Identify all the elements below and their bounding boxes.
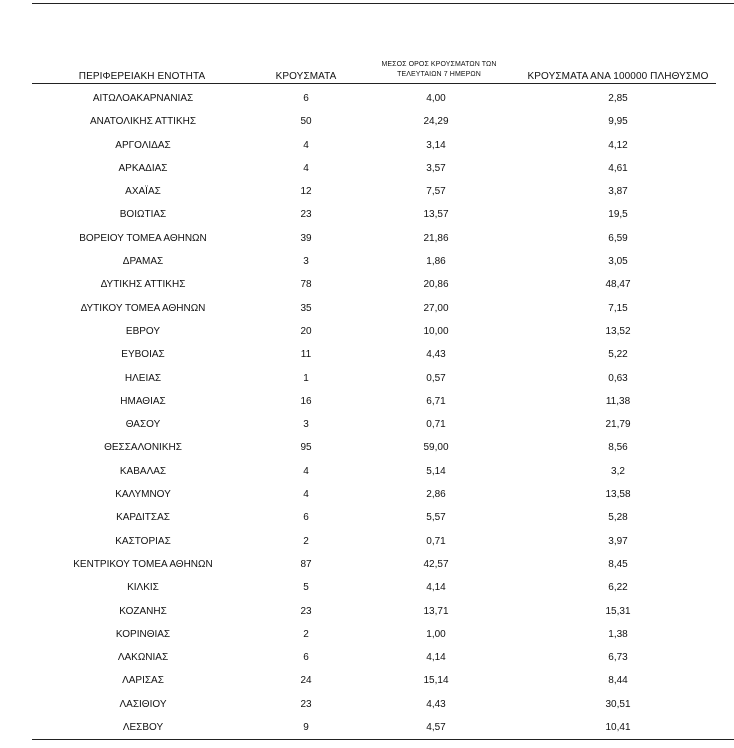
table-row xyxy=(0,326,734,349)
table-row xyxy=(0,559,734,582)
table-row xyxy=(0,279,734,302)
cell-region: ΑΙΤΩΛΟΑΚΑΡΝΑΝΙΑΣ xyxy=(92,93,194,104)
table-row xyxy=(0,512,734,535)
cell-per-100k: 15,31 xyxy=(605,605,631,617)
table-row xyxy=(0,373,734,396)
top-rule xyxy=(32,3,734,4)
cell-region: ΚΑΛΥΜΝΟΥ xyxy=(115,489,171,501)
cell-average: 13,71 xyxy=(423,605,449,617)
cell-cases: 23 xyxy=(300,605,312,617)
cell-average: 0,71 xyxy=(426,535,446,547)
cell-cases: 95 xyxy=(300,442,312,454)
cell-cases: 23 xyxy=(300,209,312,221)
cell-per-100k: 13,52 xyxy=(605,325,631,337)
table-row xyxy=(0,349,734,372)
cell-cases: 4 xyxy=(303,465,309,477)
table-row xyxy=(0,233,734,256)
cell-region: ΚΟΖΑΝΗΣ xyxy=(119,605,167,617)
cell-average: 5,57 xyxy=(426,512,446,524)
table-row xyxy=(0,606,734,629)
cell-cases: 87 xyxy=(300,558,312,570)
cell-per-100k: 21,79 xyxy=(605,419,631,431)
cell-per-100k: 5,22 xyxy=(608,349,628,361)
cell-per-100k: 3,87 xyxy=(608,186,628,198)
table-body xyxy=(0,93,734,745)
cell-average: 7,57 xyxy=(426,186,446,198)
cell-average: 15,14 xyxy=(423,675,449,687)
cell-region: ΑΧΑΪΑΣ xyxy=(125,186,161,198)
cell-average: 4,43 xyxy=(426,349,446,361)
table-row xyxy=(0,163,734,186)
table-row xyxy=(0,140,734,163)
cell-per-100k: 6,22 xyxy=(608,582,628,594)
table-row xyxy=(0,466,734,489)
cell-cases: 6 xyxy=(303,652,309,664)
cell-per-100k: 4,12 xyxy=(608,139,628,151)
table-row xyxy=(0,536,734,559)
cell-average: 0,71 xyxy=(426,419,446,431)
cell-per-100k: 3,97 xyxy=(608,535,628,547)
cell-region: ΛΕΣΒΟΥ xyxy=(122,722,164,734)
cell-cases: 4 xyxy=(303,162,309,174)
cell-average: 0,57 xyxy=(426,372,446,384)
cell-cases: 23 xyxy=(300,698,312,710)
header-rule xyxy=(32,83,716,84)
cell-cases: 9 xyxy=(303,722,309,734)
table-row xyxy=(0,396,734,419)
table-row xyxy=(0,186,734,209)
cell-per-100k: 9,95 xyxy=(608,116,628,128)
header-cases: ΚΡΟΥΣΜΑΤΑ xyxy=(275,71,337,82)
cell-region: ΘΑΣΟΥ xyxy=(125,419,161,431)
cell-cases: 11 xyxy=(300,349,312,361)
cell-cases: 20 xyxy=(300,325,312,337)
table-row xyxy=(0,303,734,326)
cell-cases: 12 xyxy=(300,186,312,198)
cell-region: ΚΑΡΔΙΤΣΑΣ xyxy=(116,512,170,524)
cell-region: ΒΟΡΕΙΟΥ ΤΟΜΕΑ ΑΘΗΝΩΝ xyxy=(79,232,207,244)
cell-per-100k: 8,56 xyxy=(608,442,628,454)
table-row xyxy=(0,489,734,512)
cell-per-100k: 5,28 xyxy=(608,512,628,524)
cell-region: ΑΡΓΟΛΙΔΑΣ xyxy=(115,139,171,151)
cell-average: 42,57 xyxy=(423,558,449,570)
cell-average: 21,86 xyxy=(423,232,449,244)
table-row xyxy=(0,442,734,465)
cell-average: 3,14 xyxy=(426,139,446,151)
cell-average: 13,57 xyxy=(423,209,449,221)
table-row xyxy=(0,419,734,442)
table-row xyxy=(0,116,734,139)
cell-average: 4,14 xyxy=(426,582,446,594)
cell-per-100k: 7,15 xyxy=(608,302,628,314)
cell-average: 24,29 xyxy=(423,116,449,128)
cell-per-100k: 6,73 xyxy=(608,652,628,664)
cell-per-100k: 11,38 xyxy=(605,395,631,407)
cell-cases: 24 xyxy=(300,675,312,687)
cell-average: 2,86 xyxy=(426,489,446,501)
cell-cases: 3 xyxy=(303,419,309,431)
table-row xyxy=(0,722,734,745)
cell-region: ΗΜΑΘΙΑΣ xyxy=(120,395,166,407)
cell-region: ΚΕΝΤΡΙΚΟΥ ΤΟΜΕΑ ΑΘΗΝΩΝ xyxy=(73,558,213,570)
cell-average: 4,57 xyxy=(426,722,446,734)
cell-region: ΚΑΒΑΛΑΣ xyxy=(119,465,167,477)
cell-average: 4,43 xyxy=(426,698,446,710)
cell-cases: 6 xyxy=(303,93,309,104)
cell-cases: 16 xyxy=(300,395,312,407)
cell-average: 27,00 xyxy=(423,302,449,314)
table-row xyxy=(0,675,734,698)
cell-per-100k: 8,45 xyxy=(608,558,628,570)
cell-region: ΚΙΛΚΙΣ xyxy=(127,582,159,594)
table-row xyxy=(0,93,734,116)
cell-cases: 50 xyxy=(300,116,312,128)
table-row xyxy=(0,582,734,605)
cell-cases: 3 xyxy=(303,256,309,268)
cell-per-100k: 19,5 xyxy=(608,209,628,221)
cell-average: 3,57 xyxy=(426,162,446,174)
cell-region: ΑΡΚΑΔΙΑΣ xyxy=(118,162,168,174)
cell-region: ΛΑΡΙΣΑΣ xyxy=(122,675,164,687)
cell-region: ΕΥΒΟΙΑΣ xyxy=(121,349,165,361)
cell-region: ΛΑΣΙΘΙΟΥ xyxy=(119,698,167,710)
cell-cases: 39 xyxy=(300,232,312,244)
cell-region: ΔΥΤΙΚΗΣ ΑΤΤΙΚΗΣ xyxy=(100,279,186,291)
cell-average: 59,00 xyxy=(423,442,449,454)
cell-per-100k: 0,63 xyxy=(608,372,628,384)
cell-per-100k: 10,41 xyxy=(605,722,631,734)
cell-average: 20,86 xyxy=(423,279,449,291)
bottom-rule xyxy=(32,739,734,740)
table-row xyxy=(0,652,734,675)
cell-per-100k: 8,44 xyxy=(608,675,628,687)
cell-per-100k: 6,59 xyxy=(608,232,628,244)
cell-region: ΚΑΣΤΟΡΙΑΣ xyxy=(115,535,171,547)
cell-average: 6,71 xyxy=(426,395,446,407)
cell-average: 4,00 xyxy=(426,93,446,104)
table-row xyxy=(0,699,734,722)
cell-per-100k: 13,58 xyxy=(605,489,631,501)
cell-cases: 35 xyxy=(300,302,312,314)
cell-cases: 6 xyxy=(303,512,309,524)
cell-per-100k: 2,85 xyxy=(608,93,628,104)
cell-cases: 2 xyxy=(303,628,309,640)
cell-per-100k: 3,05 xyxy=(608,256,628,268)
cell-region: ΕΒΡΟΥ xyxy=(125,325,161,337)
cell-cases: 4 xyxy=(303,139,309,151)
cell-average: 5,14 xyxy=(426,465,446,477)
cell-per-100k: 4,61 xyxy=(608,162,628,174)
table-row xyxy=(0,629,734,652)
cell-region: ΒΟΙΩΤΙΑΣ xyxy=(119,209,167,221)
cell-average: 1,86 xyxy=(426,256,446,268)
header-average-line2: ΤΕΛΕΥΤΑΙΩΝ 7 ΗΜΕΡΩΝ xyxy=(397,71,481,78)
cell-per-100k: 30,51 xyxy=(605,698,631,710)
cell-region: ΚΟΡΙΝΘΙΑΣ xyxy=(115,628,171,640)
cell-average: 4,14 xyxy=(426,652,446,664)
cell-region: ΑΝΑΤΟΛΙΚΗΣ ΑΤΤΙΚΗΣ xyxy=(89,116,197,128)
cell-cases: 1 xyxy=(303,372,309,384)
cell-average: 1,00 xyxy=(426,628,446,640)
table-row xyxy=(0,256,734,279)
cell-region: ΗΛΕΙΑΣ xyxy=(124,372,162,384)
cell-cases: 5 xyxy=(303,582,309,594)
cell-region: ΛΑΚΩΝΙΑΣ xyxy=(117,652,169,664)
cell-region: ΘΕΣΣΑΛΟΝΙΚΗΣ xyxy=(104,442,182,454)
cell-cases: 4 xyxy=(303,489,309,501)
table-row xyxy=(0,209,734,232)
cell-average: 10,00 xyxy=(423,325,449,337)
cell-region: ΔΥΤΙΚΟΥ ΤΟΜΕΑ ΑΘΗΝΩΝ xyxy=(80,302,206,314)
header-average-line1: ΜΕΣΟΣ ΟΡΟΣ ΚΡΟΥΣΜΑΤΩΝ ΤΩΝ xyxy=(381,61,497,68)
cell-per-100k: 3,2 xyxy=(611,465,625,477)
cell-region: ΔΡΑΜΑΣ xyxy=(122,256,164,268)
cell-per-100k: 1,38 xyxy=(608,628,628,640)
header-average-7-days xyxy=(360,60,518,80)
cell-per-100k: 48,47 xyxy=(605,279,631,291)
header-cases-per-100k: ΚΡΟΥΣΜΑΤΑ ΑΝΑ 100000 ΠΛΗΘΥΣΜΟ xyxy=(527,71,709,82)
header-region: ΠΕΡΙΦΕΡΕΙΑΚΗ ΕΝΟΤΗΤΑ xyxy=(78,71,206,82)
cell-cases: 78 xyxy=(300,279,312,291)
cell-cases: 2 xyxy=(303,535,309,547)
